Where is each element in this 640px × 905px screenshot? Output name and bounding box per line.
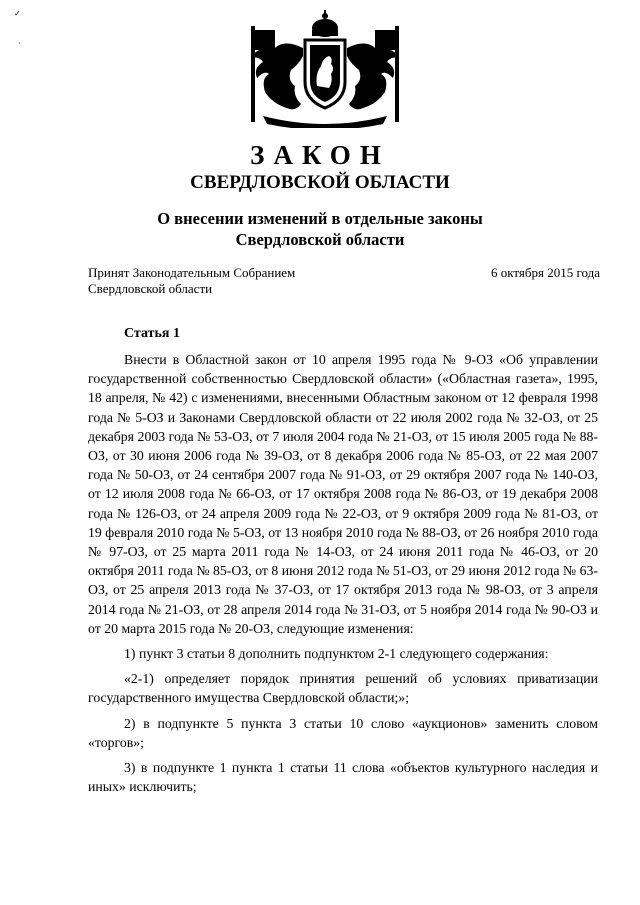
law-subtitle — [0, 208, 640, 250]
adopted-by-line-1: Принят Законодательным Собранием — [88, 265, 296, 280]
article-title: Статья 1 — [124, 326, 180, 341]
adopted-by-line-2: Свердловской области — [88, 281, 213, 296]
scan-mark: ✓ — [14, 9, 21, 18]
law-title: ЗАКОН — [250, 140, 390, 170]
article-paragraph: Внести в Областной закон от 10 апреля 1995 года № 9-ОЗ «Об управлении государственной собственностью Свердловской области» («Областная газета», 1995, 18 апреля, № 42) с изменениями, внесенными Областным законом от 12 февраля 1998 года № 5-ОЗ и Законами Свердловской области от 22 июля 2002 года № 32-ОЗ, от 25 декабря 2003 года № 53-ОЗ, от 7 июля 2004 года № 21-ОЗ, от 15 июля 2005 года № 88-ОЗ, от 30 июня 2006 года № 39-ОЗ, от 8 декабря 2006 года № 85-ОЗ, от 22 мая 2007 года № 50-ОЗ, от 24 сентября 2007 года № 91-ОЗ, от 29 октября 2007 года № 140-ОЗ, от 12 июля 2008 года № 66-ОЗ, от 17 октября 2008 года № 86-ОЗ, от 19 декабря 2008 года № 126-ОЗ, от 24 апреля 2009 года № 22-ОЗ, от 9 октября 2009 года № 81-ОЗ, от 19 февраля 2010 года № 5-ОЗ, от 13 ноября 2010 года № 88-ОЗ, от 26 ноября 2010 года № 97-ОЗ, от 25 марта 2011 года № 14-ОЗ, от 24 июня 2011 года № 46-ОЗ, от 20 октября 2011 года № 85-ОЗ, от 8 июня 2012 года № 51-ОЗ, от 29 июня 2012 года № 63-ОЗ, от 25 апреля 2013 года № 37-ОЗ, от 17 октября 2013 года № 98-ОЗ, от 3 апреля 2014 года № 21-ОЗ, от 28 апреля 2014 года № 31-ОЗ, от 5 ноября 2014 года № 90-ОЗ и от 20 марта 2015 года № 20-ОЗ, следующие изменения: — [88, 352, 598, 636]
article-paragraph: 1) пункт 3 статьи 8 дополнить подпунктом 2-1 следующего содержания: — [124, 646, 549, 662]
scan-dot: · — [18, 39, 21, 48]
adoption-date: 6 октября 2015 года — [491, 265, 600, 280]
region-title: СВЕРДЛОВСКОЙ ОБЛАСТИ — [190, 172, 450, 193]
article-paragraph: 3) в подпункте 1 пункта 1 статьи 11 слова «объектов культурного наследия и иных» исключить; — [88, 760, 598, 795]
subtitle-line-2: Свердловской области — [235, 230, 405, 249]
coat-of-arms-icon — [243, 8, 407, 128]
article-paragraph: 2) в подпункте 5 пункта 3 статьи 10 слово «аукционов» заменить словом «торгов»; — [88, 715, 598, 750]
subtitle-line-1: О внесении изменений в отдельные законы — [157, 209, 483, 228]
article-paragraph: «2-1) определяет порядок принятия решений об условиях приватизации государственного имущества Свердловской области;»; — [88, 671, 598, 706]
adopted-by — [88, 265, 295, 297]
article-body — [88, 350, 598, 802]
